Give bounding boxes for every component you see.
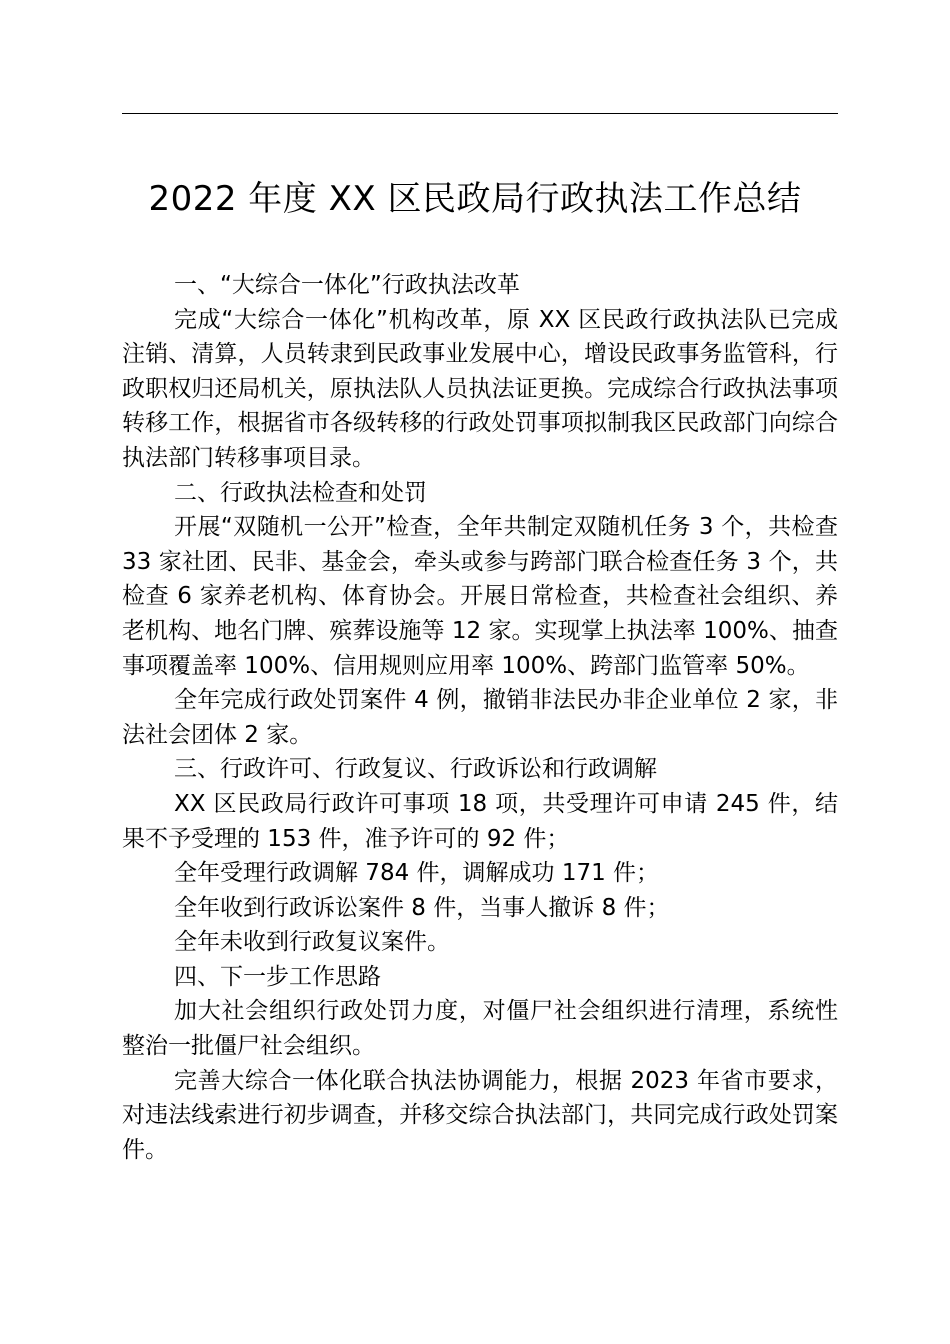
paragraph: 全年未收到行政复议案件。 bbox=[174, 929, 450, 956]
paragraph: 完成“大综合一体化”机构改革，原 XX 区民政行政执法队已完成注销、清算，人员转隶到民政事业发展中心，增设民政事务监管科，行政职权归还局机关，原执法队人员执法证更换。完成综合行政执法事项转移工作，根据省市各级转移的行政处罚事项拟制我区民政部门向综合执法部门转移事项目录。 bbox=[122, 306, 838, 471]
paragraph: 全年受理行政调解 784 件，调解成功 171 件； bbox=[174, 860, 660, 887]
document-body bbox=[122, 268, 838, 1167]
document-title: 2022 年度 XX 区民政局行政执法工作总结 bbox=[148, 179, 802, 219]
header-rule bbox=[122, 113, 838, 114]
section-heading-1: 一、“大综合一体化”行政执法改革 bbox=[174, 272, 520, 298]
paragraph: 全年完成行政处罚案件 4 例，撤销非法民办非企业单位 2 家，非法社会团体 2 家。 bbox=[122, 687, 838, 748]
paragraph: 加大社会组织行政处罚力度，对僵尸社会组织进行清理，系统性整治一批僵尸社会组织。 bbox=[122, 998, 838, 1060]
section-heading-4: 四、下一步工作思路 bbox=[174, 963, 381, 990]
section-heading-2: 二、行政执法检查和处罚 bbox=[174, 479, 427, 506]
section-heading-3: 三、行政许可、行政复议、行政诉讼和行政调解 bbox=[174, 756, 657, 783]
paragraph: 开展“双随机一公开”检查，全年共制定双随机任务 3 个，共检查 33 家社团、民非、基金会，牵头或参与跨部门联合检查任务 3 个，共检查 6 家养老机构、体育协会。开展日常检查，共检查社会组织、养老机构、地名门牌、殡葬设施等 12 家。实现掌上执法率 100%、抽查事项覆盖率 100%、信用规则应用率 100%、跨部门监管率 50%。 bbox=[122, 514, 838, 679]
paragraph: 完善大综合一体化联合执法协调能力，根据 2023 年省市要求，对违法线索进行初步调查，并移交综合执法部门，共同完成行政处罚案件。 bbox=[122, 1067, 838, 1163]
paragraph: XX 区民政局行政许可事项 18 项，共受理许可申请 245 件，结果不予受理的 153 件，准予许可的 92 件； bbox=[122, 790, 838, 852]
paragraph: 全年收到行政诉讼案件 8 件，当事人撤诉 8 件； bbox=[174, 894, 670, 921]
